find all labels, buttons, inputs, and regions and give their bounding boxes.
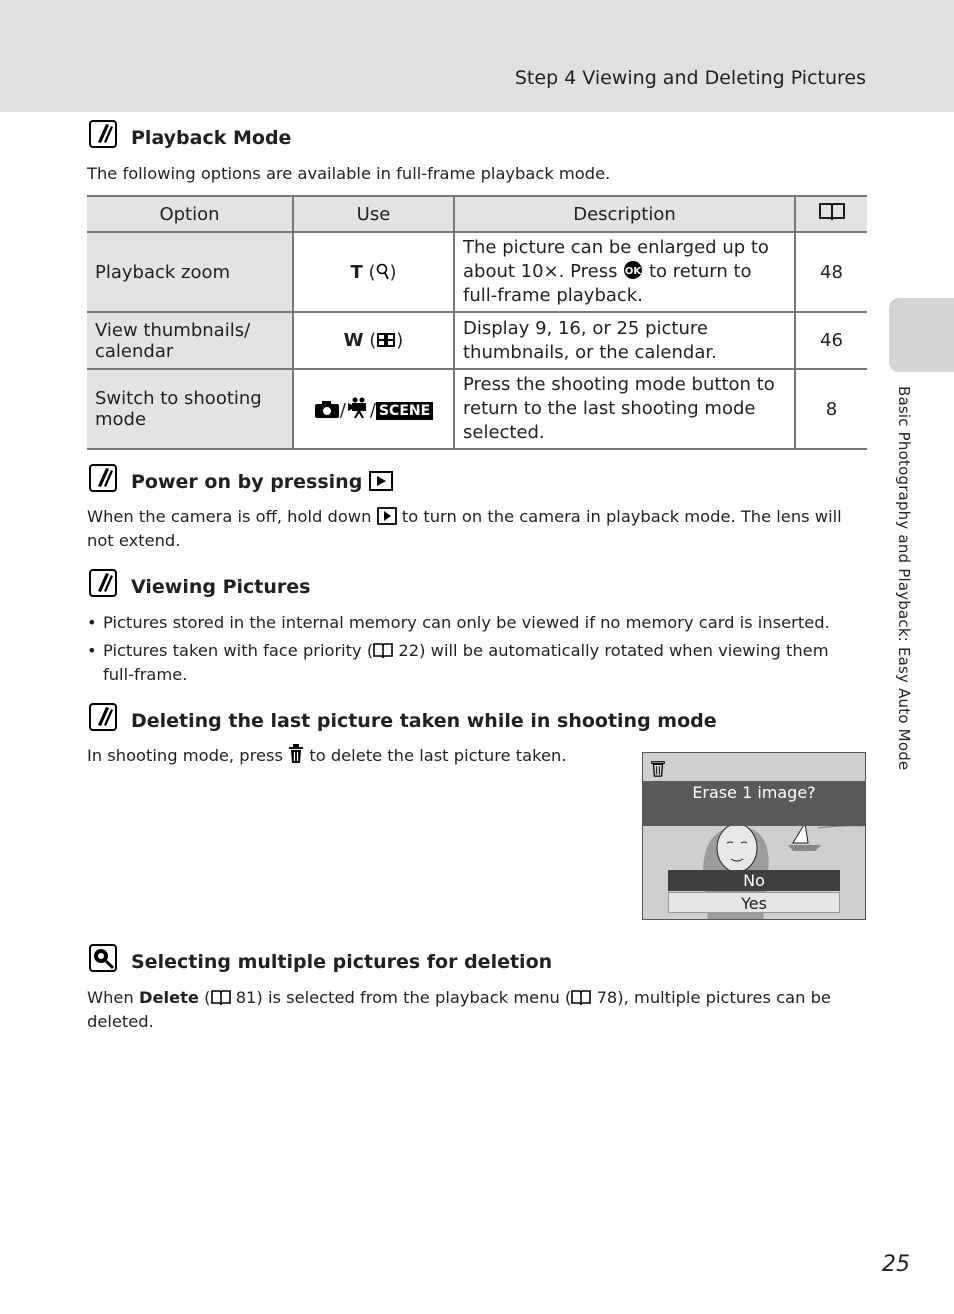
- deleting-text: In shooting mode, press to delete the last picture taken.: [87, 746, 567, 765]
- note-pencil-icon: [89, 120, 117, 148]
- thumbnail-icon: [376, 331, 396, 349]
- trash-icon: [288, 744, 304, 764]
- header-page: [795, 196, 867, 232]
- svg-text:OK: OK: [625, 266, 642, 277]
- option-cell: View thumbnails/ calendar: [87, 312, 293, 369]
- table-header-row: [87, 196, 867, 232]
- header-title: Step 4 Viewing and Deleting Pictures: [514, 67, 866, 89]
- description-cell: Display 9, 16, or 25 picture thumbnails, or the calendar.: [454, 312, 795, 369]
- page-ref: 48: [795, 232, 867, 312]
- viewing-pictures-title: Viewing Pictures: [131, 576, 311, 598]
- note-pencil-icon: [89, 464, 117, 492]
- multiple-deletion-text: When Delete ( 81) is selected from the playback menu ( 78), multiple pictures can be deleted.: [87, 988, 831, 1031]
- playback-button-icon: [369, 471, 393, 491]
- note-pencil-icon: [89, 703, 117, 731]
- trash-icon: [649, 759, 667, 777]
- ok-button-icon: [623, 260, 643, 280]
- header-description: Description: [454, 196, 795, 232]
- table-row: [87, 369, 867, 449]
- tip-magnifier-icon: [89, 944, 117, 972]
- table-row: [87, 232, 867, 312]
- zoom-in-icon: [376, 263, 390, 281]
- table-row: [87, 312, 867, 369]
- no-label: No: [743, 871, 765, 890]
- book-icon: [373, 643, 393, 659]
- page-header: [0, 0, 954, 112]
- note-pencil-icon: [89, 569, 117, 597]
- multiple-deletion-title: Selecting multiple pictures for deletion: [131, 951, 553, 973]
- use-cell: T ( ): [293, 232, 454, 312]
- page-ref: 46: [795, 312, 867, 369]
- book-icon: [571, 990, 591, 1006]
- deleting-title: Deleting the last picture taken while in shooting mode: [131, 710, 717, 732]
- power-on-title: Power on by pressing: [131, 471, 393, 493]
- use-cell: W ( ): [293, 312, 454, 369]
- page-ref: 8: [795, 369, 867, 449]
- book-icon: [818, 202, 846, 222]
- list-item: • Pictures taken with face priority ( 22) will be automatically rotated when viewing them full-frame.: [87, 639, 847, 687]
- description-cell: Press the shooting mode button to return to the last shooting mode selected.: [454, 369, 795, 449]
- playback-mode-title: Playback Mode: [131, 127, 292, 149]
- playback-button-icon: [377, 507, 397, 525]
- option-cell: Playback zoom: [87, 232, 293, 312]
- header-use: Use: [293, 196, 454, 232]
- camera-screen-illustration: [642, 752, 866, 920]
- header-option: Option: [87, 196, 293, 232]
- chapter-tab: [889, 298, 954, 372]
- camera-icon: [314, 399, 340, 419]
- power-on-text: When the camera is off, hold down to turn on the camera in playback mode. The lens will not extend.: [87, 507, 842, 550]
- option-cell: Switch to shooting mode: [87, 369, 293, 449]
- movie-icon: [346, 397, 370, 419]
- description-cell: The picture can be enlarged up to about 10×. Press OK to return to full-frame playback.: [454, 232, 795, 312]
- list-item: • Pictures stored in the internal memory can only be viewed if no memory card is inserted.: [87, 611, 847, 635]
- playback-options-table: [87, 195, 867, 450]
- use-cell: / / SCENE: [293, 369, 454, 449]
- scene-icon: SCENE: [376, 402, 433, 420]
- erase-prompt: Erase 1 image?: [692, 783, 816, 802]
- page-number: 25: [882, 1252, 910, 1277]
- yes-label: Yes: [741, 894, 767, 913]
- chapter-label: Basic Photography and Playback: Easy Auto Mode: [895, 386, 913, 771]
- playback-mode-intro: The following options are available in full-frame playback mode.: [87, 164, 611, 183]
- book-icon: [211, 990, 231, 1006]
